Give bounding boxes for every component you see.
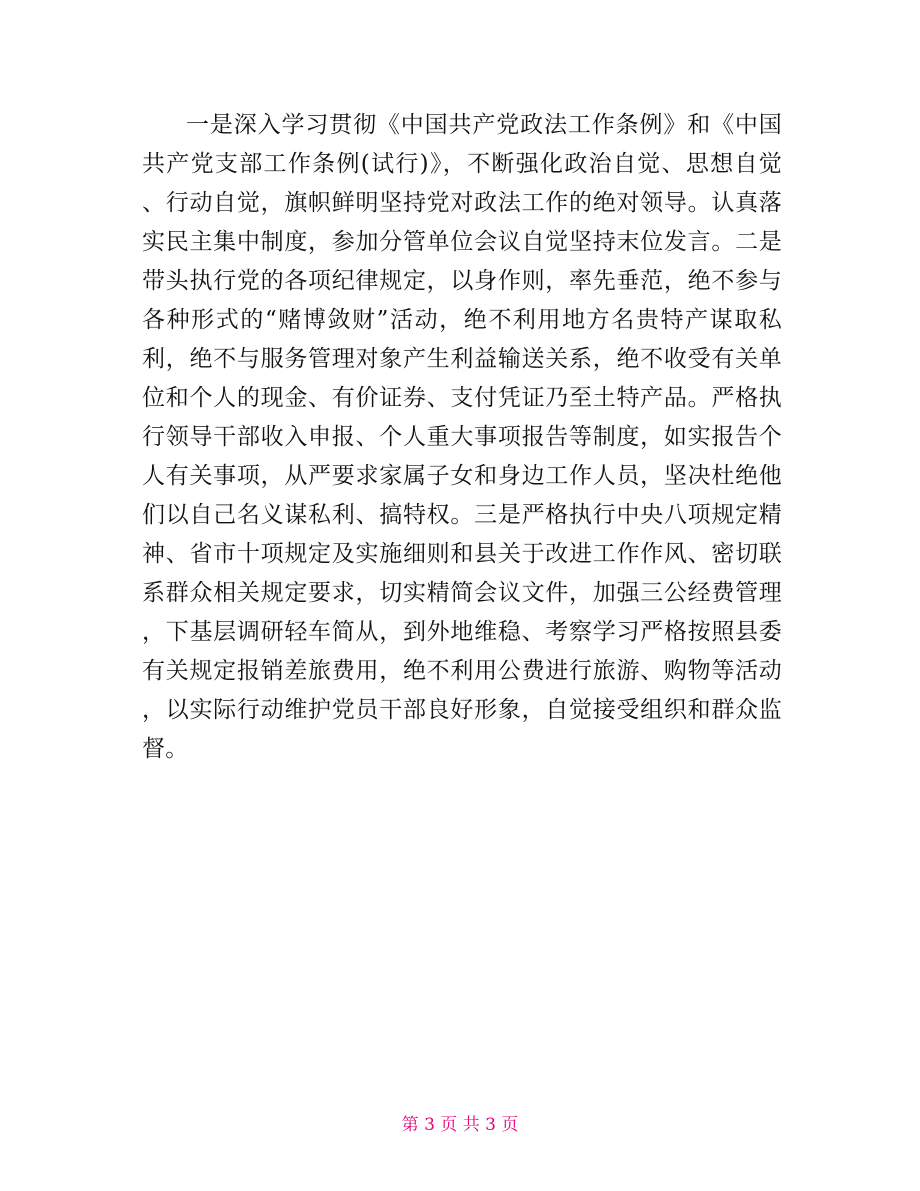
paragraph-line: 位和个人的现金、有价证券、支付凭证乃至土特产品。严格执 [142,385,782,411]
paragraph-line: 共产党支部工作条例(试行)》，不断强化政治自觉、思想自觉 [142,151,782,177]
paragraph-line: ，下基层调研轻车简从，到外地维稳、考察学习严格按照县委 [142,619,782,645]
paragraph-line: 利，绝不与服务管理对象产生利益输送关系，绝不收受有关单 [142,346,782,372]
paragraph-line: 一是深入学习贯彻《中国共产党政法工作条例》和《中国 [186,112,782,138]
page-number-footer: 第 3 页 共 3 页 [401,1115,519,1135]
paragraph-line: 实民主集中制度，参加分管单位会议自觉坚持末位发言。二是 [142,229,782,255]
paragraph-line: 神、省市十项规定及实施细则和县关于改进工作作风、密切联 [142,541,782,567]
paragraph-line: 、行动自觉，旗帜鲜明坚持党对政法工作的绝对领导。认真落 [142,190,782,216]
paragraph-line: 人有关事项，从严要求家属子女和身边工作人员，坚决杜绝他 [142,463,782,489]
paragraph-line: ，以实际行动维护党员干部良好形象，自觉接受组织和群众监 [142,697,782,723]
paragraph-line: 行领导干部收入申报、个人重大事项报告等制度，如实报告个 [142,424,782,450]
paragraph-line: 有关规定报销差旅费用，绝不利用公费进行旅游、购物等活动 [142,658,782,684]
paragraph-line: 督。 [142,736,189,762]
paragraph-line: 带头执行党的各项纪律规定，以身作则，率先垂范，绝不参与 [142,268,782,294]
body-paragraph [142,106,782,769]
paragraph-line: 各种形式的“赌博敛财”活动，绝不利用地方名贵特产谋取私 [142,307,782,333]
paragraph-line: 们以自己名义谋私利、搞特权。三是严格执行中央八项规定精 [142,502,782,528]
paragraph-line: 系群众相关规定要求，切实精简会议文件，加强三公经费管理 [142,580,782,606]
